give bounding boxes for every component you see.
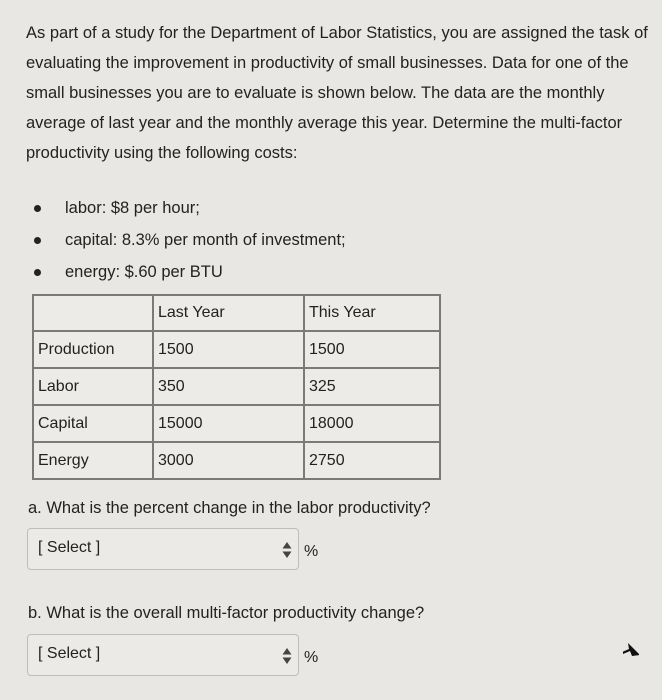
select-arrows-icon [282,541,292,559]
answer-b-select[interactable] [27,634,299,676]
table-row [33,442,440,479]
table-row [33,405,440,442]
table-header-cell: This Year [304,295,440,331]
cost-list [26,192,346,288]
row-label: Production [33,331,153,368]
answer-a-select-value: [ Select ] [38,539,101,556]
cost-item-energy: energy: $.60 per BTU [26,256,346,288]
row-label: Energy [33,442,153,479]
cell-this-year: 2750 [304,442,440,479]
answer-row-b [27,634,318,676]
cell-last-year: 1500 [153,331,304,368]
cost-item-labor: labor: $8 per hour; [26,192,346,224]
bullet-icon [34,269,41,276]
row-label: Capital [33,405,153,442]
cell-last-year: 15000 [153,405,304,442]
cell-this-year: 325 [304,368,440,405]
answer-a-select[interactable] [27,528,299,570]
table-row [33,368,440,405]
answer-row-a [27,528,318,570]
table-header-row [33,295,440,331]
question-a: a. What is the percent change in the labor productivity? [28,499,431,517]
table-header-cell: Last Year [153,295,304,331]
row-label: Labor [33,368,153,405]
mouse-cursor-icon [623,638,639,660]
select-arrows-icon [282,647,292,665]
answer-b-select-value: [ Select ] [38,645,101,662]
table-row [33,331,440,368]
bullet-icon [34,205,41,212]
percent-unit: % [304,649,319,666]
bullet-icon [34,237,41,244]
percent-unit: % [304,543,319,560]
cell-last-year: 3000 [153,442,304,479]
cost-item-capital: capital: 8.3% per month of investment; [26,224,346,256]
table-header-cell [33,295,153,331]
cell-this-year: 18000 [304,405,440,442]
cell-this-year: 1500 [304,331,440,368]
cell-last-year: 350 [153,368,304,405]
data-table [32,294,441,480]
problem-statement: As part of a study for the Department of Labor Statistics, you are assigned the task of evaluating the improvement in productivity of small businesses. Data for one of the small businesses you are to evaluate is shown below. The data are the monthly average of last year and the monthly average this year. Determine the multi-factor productivity using the following costs: [26,24,648,162]
question-b: b. What is the overall multi-factor productivity change? [28,604,425,622]
